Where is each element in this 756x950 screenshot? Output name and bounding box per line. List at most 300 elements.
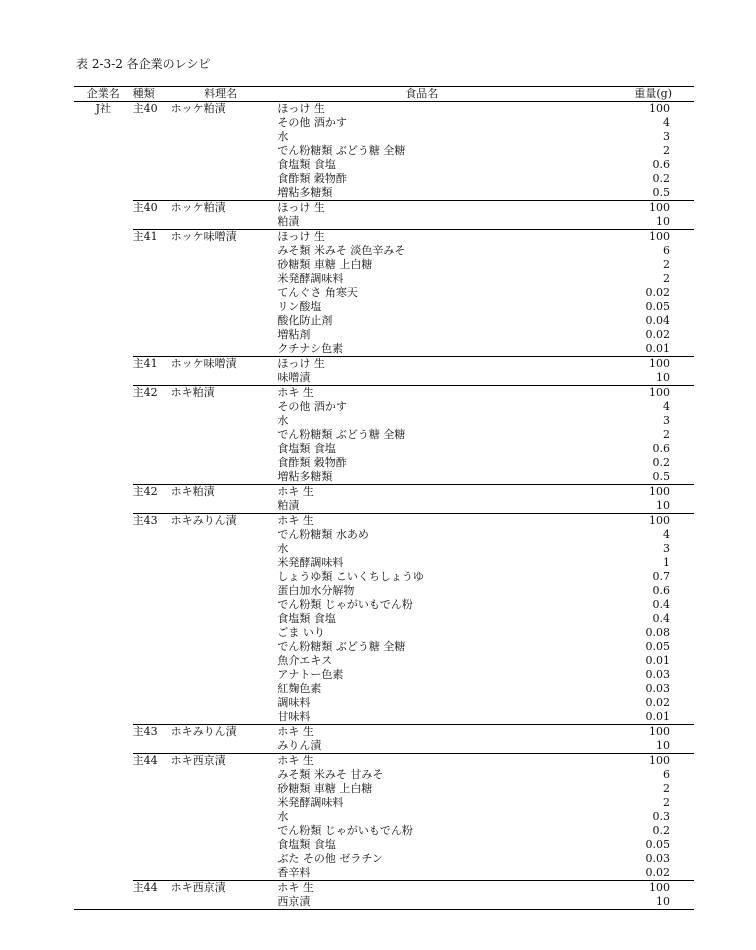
food-weight: 10	[656, 499, 670, 512]
food-weight: 0.03	[645, 852, 670, 865]
food-name: ホキ 生	[277, 725, 566, 740]
dish-cell	[133, 414, 278, 428]
food-name: ごま いり	[277, 626, 325, 639]
table-row	[74, 852, 694, 866]
table-row	[74, 300, 694, 314]
food-weight: 0.7	[652, 570, 670, 583]
company-cell	[74, 584, 133, 598]
food-weight: 2	[663, 428, 670, 441]
table-row	[74, 116, 694, 130]
food-name: でん粉糖類 ぶどう糖 全糖	[277, 144, 406, 157]
table-row	[74, 230, 694, 245]
table-row	[74, 710, 694, 725]
food-name: 食塩類 食塩	[277, 838, 336, 851]
dish-name: ホッケ味噌漬	[170, 230, 237, 243]
company-cell	[74, 598, 133, 612]
food-weight: 100	[566, 230, 694, 245]
food-weight: 0.01	[645, 710, 670, 723]
food-name: 紅麹色素	[277, 682, 322, 695]
food-name: 米発酵調味料	[277, 556, 344, 569]
food-weight: 0.05	[645, 300, 670, 313]
food-name: 米発酵調味料	[277, 272, 344, 285]
food-name: 食塩類 食塩	[277, 612, 336, 625]
company-cell	[74, 725, 133, 740]
food-weight: 0.04	[645, 314, 670, 327]
dish-cell	[133, 286, 278, 300]
food-name: 水	[277, 810, 289, 823]
company-cell	[74, 485, 133, 500]
company-cell	[74, 130, 133, 144]
food-name: 水	[277, 414, 289, 427]
food-weight: 0.02	[645, 696, 670, 709]
company-cell	[74, 838, 133, 852]
food-name: ぶた その他 ゼラチン	[277, 852, 383, 865]
dish-cell	[133, 768, 278, 782]
table-row	[74, 754, 694, 769]
dish-cell	[133, 796, 278, 810]
company-cell	[74, 768, 133, 782]
table-row	[74, 414, 694, 428]
food-name: ほっけ 生	[277, 230, 566, 245]
dish-cell	[133, 838, 278, 852]
food-weight: 3	[663, 130, 670, 143]
dish-code: 主44	[132, 754, 158, 767]
company-cell	[74, 300, 133, 314]
table-row	[74, 386, 694, 401]
company-cell	[74, 442, 133, 456]
food-name: 食酢類 穀物酢	[277, 172, 347, 185]
food-weight: 100	[566, 881, 694, 896]
table-row	[74, 626, 694, 640]
food-name: アナトー色素	[277, 668, 344, 681]
food-name: その他 酒かす	[277, 116, 347, 129]
food-weight: 2	[663, 782, 670, 795]
food-weight: 0.2	[652, 824, 670, 837]
food-name: でん粉類 じゃがいもでん粉	[277, 824, 413, 837]
dish-cell	[133, 470, 278, 485]
company-cell	[74, 158, 133, 172]
food-weight: 6	[663, 244, 670, 257]
table-row	[74, 584, 694, 598]
company-cell	[74, 654, 133, 668]
food-weight: 0.01	[645, 342, 670, 355]
table-row	[74, 400, 694, 414]
dish-cell	[133, 598, 278, 612]
food-weight: 100	[566, 514, 694, 529]
table-caption: 表 2-3-2 各企業のレシピ	[76, 57, 211, 71]
company-cell	[74, 852, 133, 866]
table-row	[74, 881, 694, 896]
company-cell	[74, 895, 133, 910]
table-row	[74, 485, 694, 500]
table-row	[74, 640, 694, 654]
food-weight: 100	[566, 201, 694, 216]
table-row	[74, 144, 694, 158]
dish-cell	[133, 570, 278, 584]
company-cell	[74, 386, 133, 401]
dish-cell	[133, 314, 278, 328]
company-cell	[74, 682, 133, 696]
food-weight: 0.6	[652, 442, 670, 455]
food-weight: 0.03	[645, 682, 670, 695]
food-name: 酸化防止剤	[277, 314, 333, 327]
dish-cell	[133, 130, 278, 144]
food-name: 砂糖類 車糖 上白糖	[277, 258, 373, 271]
dish-cell	[133, 626, 278, 640]
food-name: ほっけ 生	[277, 102, 566, 117]
dish-cell	[133, 456, 278, 470]
company-cell	[74, 272, 133, 286]
dish-cell	[133, 144, 278, 158]
company-cell	[74, 528, 133, 542]
company-cell	[74, 144, 133, 158]
dish-name: ホッケ味噌漬	[170, 357, 237, 370]
food-name: 水	[277, 542, 289, 555]
dish-cell	[133, 400, 278, 414]
dish-cell	[133, 654, 278, 668]
dish-cell	[133, 866, 278, 881]
table-row	[74, 272, 694, 286]
food-name: 増粘多糖類	[277, 470, 333, 483]
food-weight: 2	[663, 144, 670, 157]
dish-cell	[133, 186, 278, 201]
dish-cell	[133, 102, 278, 117]
dish-cell	[133, 244, 278, 258]
table-row	[74, 328, 694, 342]
table-row	[74, 739, 694, 754]
company-cell	[74, 414, 133, 428]
company-cell	[74, 754, 133, 769]
dish-name: ホキ西京漬	[170, 754, 226, 767]
dish-cell	[133, 428, 278, 442]
table-row	[74, 654, 694, 668]
table-row	[74, 172, 694, 186]
dish-name: ホキ西京漬	[170, 881, 226, 894]
food-name: 食塩類 食塩	[277, 158, 336, 171]
food-weight: 0.02	[645, 866, 670, 879]
dish-cell	[133, 542, 278, 556]
dish-cell	[133, 754, 278, 769]
table-row	[74, 838, 694, 852]
company-cell	[74, 201, 133, 216]
header-row	[74, 87, 694, 102]
table-row	[74, 782, 694, 796]
food-name: 食酢類 穀物酢	[277, 456, 347, 469]
company-cell	[74, 357, 133, 372]
dish-cell	[133, 172, 278, 186]
header-company: 企業名	[74, 87, 133, 102]
company-cell	[74, 258, 133, 272]
company-cell: J社	[95, 102, 111, 115]
dish-cell	[133, 739, 278, 754]
company-cell	[74, 470, 133, 485]
food-name: でん粉糖類 ぶどう糖 全糖	[277, 640, 406, 653]
company-cell	[74, 400, 133, 414]
food-weight: 10	[656, 371, 670, 384]
food-weight: 0.01	[645, 654, 670, 667]
table-row	[74, 158, 694, 172]
company-cell	[74, 172, 133, 186]
food-weight: 0.03	[645, 668, 670, 681]
company-cell	[74, 810, 133, 824]
company-cell	[74, 556, 133, 570]
table-row	[74, 824, 694, 838]
dish-cell	[133, 201, 278, 216]
company-cell	[74, 866, 133, 881]
food-weight: 2	[663, 272, 670, 285]
dish-cell	[133, 272, 278, 286]
food-weight: 0.2	[652, 456, 670, 469]
dish-code: 主43	[132, 725, 158, 738]
header-food: 食品名	[277, 87, 566, 102]
table-row	[74, 470, 694, 485]
food-weight: 0.5	[652, 186, 670, 199]
food-name: 水	[277, 130, 289, 143]
recipe-table	[74, 86, 694, 910]
food-name: 増粘剤	[277, 328, 311, 341]
food-name: てんぐさ 角寒天	[277, 286, 358, 299]
dish-code: 主41	[132, 357, 158, 370]
food-name: 食塩類 食塩	[277, 442, 336, 455]
company-cell	[74, 514, 133, 529]
food-weight: 10	[656, 739, 670, 752]
dish-code: 主42	[132, 485, 158, 498]
food-weight: 6	[663, 768, 670, 781]
dish-cell	[133, 328, 278, 342]
table-row	[74, 570, 694, 584]
dish-name: ホキみりん漬	[170, 725, 237, 738]
table-body	[74, 102, 694, 910]
food-weight: 10	[566, 895, 694, 910]
dish-cell	[133, 442, 278, 456]
table-row	[74, 244, 694, 258]
table-row	[74, 768, 694, 782]
table-row	[74, 810, 694, 824]
food-name: しょうゆ類 こいくちしょうゆ	[277, 570, 424, 583]
food-name: ホキ 生	[277, 386, 566, 401]
dish-code: 主42	[132, 386, 158, 399]
company-cell	[74, 342, 133, 357]
company-cell	[74, 796, 133, 810]
food-weight: 0.05	[645, 838, 670, 851]
company-cell	[74, 371, 133, 386]
dish-cell	[133, 725, 278, 740]
company-cell	[74, 542, 133, 556]
food-weight: 0.6	[652, 158, 670, 171]
company-cell	[74, 612, 133, 626]
dish-cell	[133, 782, 278, 796]
food-name: ホキ 生	[277, 485, 566, 500]
table-row	[74, 796, 694, 810]
food-weight: 0.05	[645, 640, 670, 653]
food-weight: 100	[566, 725, 694, 740]
company-cell	[74, 499, 133, 514]
table-row	[74, 866, 694, 881]
dish-cell	[133, 514, 278, 529]
company-cell	[74, 116, 133, 130]
table-row	[74, 682, 694, 696]
table-row	[74, 102, 694, 117]
dish-cell	[133, 584, 278, 598]
table-row	[74, 514, 694, 529]
food-weight: 0.02	[645, 286, 670, 299]
dish-code: 主41	[132, 230, 158, 243]
food-name: でん粉類 じゃがいもでん粉	[277, 598, 413, 611]
food-weight: 0.08	[645, 626, 670, 639]
food-name: 粕漬	[277, 499, 300, 512]
table-row	[74, 357, 694, 372]
dish-cell	[133, 499, 278, 514]
food-name: みそ類 米みそ 甘みそ	[277, 768, 384, 781]
company-cell	[74, 824, 133, 838]
dish-cell	[133, 682, 278, 696]
food-name: 味噌漬	[277, 371, 311, 384]
food-weight: 2	[663, 258, 670, 271]
food-name: 増粘多糖類	[277, 186, 333, 199]
header-weight: 重量(g)	[566, 87, 694, 102]
food-name: 砂糖類 車糖 上白糖	[277, 782, 373, 795]
food-weight: 4	[663, 400, 670, 413]
food-name: ほっけ 生	[277, 201, 566, 216]
dish-code: 主40	[132, 102, 158, 115]
food-weight: 2	[663, 796, 670, 809]
dish-cell	[133, 116, 278, 130]
table-row	[74, 895, 694, 910]
table-row	[74, 342, 694, 357]
food-weight: 100	[566, 386, 694, 401]
dish-name: ホキ粕漬	[170, 485, 215, 498]
company-cell	[74, 328, 133, 342]
header-category: 種類	[132, 87, 155, 100]
food-weight: 4	[663, 528, 670, 541]
company-cell	[74, 640, 133, 654]
company-cell	[74, 230, 133, 245]
food-name: 調味料	[277, 696, 311, 709]
food-name: 魚介エキス	[277, 654, 333, 667]
company-cell	[74, 739, 133, 754]
table-row	[74, 696, 694, 710]
food-weight: 3	[663, 414, 670, 427]
food-weight: 0.6	[652, 584, 670, 597]
food-weight: 0.4	[652, 612, 670, 625]
dish-cell	[133, 668, 278, 682]
food-weight: 0.02	[645, 328, 670, 341]
dish-code: 主43	[132, 514, 158, 527]
table-row	[74, 442, 694, 456]
company-cell	[74, 782, 133, 796]
table-row	[74, 612, 694, 626]
food-name: 米発酵調味料	[277, 796, 344, 809]
company-cell	[74, 215, 133, 230]
food-name: でん粉糖類 水あめ	[277, 528, 369, 541]
table-row	[74, 456, 694, 470]
food-weight: 10	[656, 215, 670, 228]
food-name: その他 酒かす	[277, 400, 347, 413]
dish-name: ホキみりん漬	[170, 514, 237, 527]
dish-cell	[133, 881, 278, 896]
dish-cell	[133, 485, 278, 500]
table-row	[74, 598, 694, 612]
header-dish: 料理名	[204, 87, 238, 100]
dish-cell	[133, 556, 278, 570]
food-name: 甘味料	[277, 710, 311, 723]
food-weight: 100	[566, 357, 694, 372]
dish-cell	[133, 528, 278, 542]
food-weight: 0.5	[652, 470, 670, 483]
food-name: 粕漬	[277, 215, 300, 228]
company-cell	[74, 314, 133, 328]
dish-name: ホッケ粕漬	[170, 102, 226, 115]
food-weight: 1	[663, 556, 670, 569]
food-weight: 0.3	[652, 810, 670, 823]
food-weight: 0.4	[652, 598, 670, 611]
company-cell	[74, 286, 133, 300]
dish-cell	[133, 386, 278, 401]
dish-cell	[133, 258, 278, 272]
company-cell	[74, 696, 133, 710]
table-row	[74, 542, 694, 556]
food-name: ホキ 生	[277, 754, 566, 769]
company-cell	[74, 626, 133, 640]
table-row	[74, 371, 694, 386]
food-name: 西京漬	[277, 895, 566, 910]
dish-cell	[133, 852, 278, 866]
food-name: 香辛料	[277, 866, 311, 879]
company-cell	[74, 428, 133, 442]
dish-cell	[133, 710, 278, 725]
food-name: リン酸塩	[277, 300, 322, 313]
food-name: ホキ 生	[277, 881, 566, 896]
table-row	[74, 130, 694, 144]
food-weight: 100	[566, 102, 694, 117]
dish-cell	[133, 640, 278, 654]
food-weight: 0.2	[652, 172, 670, 185]
company-cell	[74, 186, 133, 201]
table-row	[74, 556, 694, 570]
company-cell	[74, 668, 133, 682]
company-cell	[74, 570, 133, 584]
dish-cell	[133, 230, 278, 245]
food-name: ほっけ 生	[277, 357, 566, 372]
company-cell	[74, 456, 133, 470]
table-row	[74, 258, 694, 272]
dish-cell	[133, 895, 278, 910]
company-cell	[74, 710, 133, 725]
table-row	[74, 186, 694, 201]
company-cell	[74, 881, 133, 896]
header-category-dish	[133, 87, 278, 102]
table-row	[74, 428, 694, 442]
food-name: みそ類 米みそ 淡色辛みそ	[277, 244, 406, 257]
table-row	[74, 528, 694, 542]
dish-cell	[133, 158, 278, 172]
dish-cell	[133, 342, 278, 357]
dish-cell	[133, 300, 278, 314]
dish-cell	[133, 810, 278, 824]
table-row	[74, 668, 694, 682]
table-row	[74, 215, 694, 230]
food-weight: 100	[566, 485, 694, 500]
food-weight: 4	[663, 116, 670, 129]
dish-code: 主44	[132, 881, 158, 894]
dish-name: ホキ粕漬	[170, 386, 215, 399]
food-weight: 100	[566, 754, 694, 769]
food-name: でん粉糖類 ぶどう糖 全糖	[277, 428, 406, 441]
dish-cell	[133, 215, 278, 230]
food-name: みりん漬	[277, 739, 322, 752]
table-row	[74, 201, 694, 216]
food-name: クチナシ色素	[277, 342, 344, 355]
